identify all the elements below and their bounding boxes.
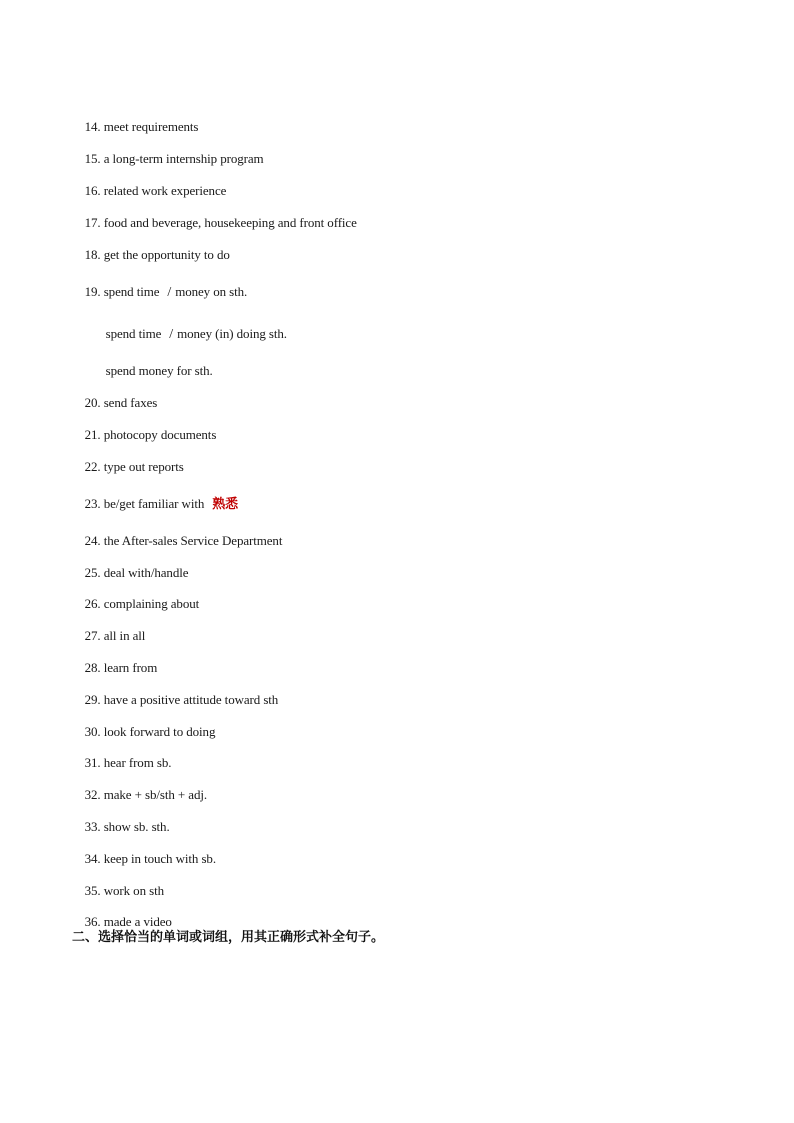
item-number: 16. bbox=[84, 183, 101, 198]
item-text: look forward to doing bbox=[103, 724, 216, 739]
section-heading: 二、选择恰当的单词或词组，用其正确形式补全句子。 bbox=[72, 930, 385, 945]
item-number: 26. bbox=[84, 596, 101, 611]
item-text: complaining about bbox=[103, 596, 200, 611]
item-number: 32. bbox=[84, 787, 101, 802]
item-text: the After-sales Service Department bbox=[103, 533, 283, 548]
item-number: 24. bbox=[84, 533, 101, 548]
item-number: 19. bbox=[84, 284, 101, 299]
item-text: made a video bbox=[103, 914, 172, 929]
item-number: 29. bbox=[84, 692, 101, 707]
item-text: photocopy documents bbox=[103, 427, 217, 442]
item-text: send faxes bbox=[103, 395, 158, 410]
item-text: spend time bbox=[105, 326, 162, 341]
item-text: money (in) doing sth. bbox=[177, 326, 287, 341]
item-number: 31. bbox=[84, 755, 101, 770]
item-text: type out reports bbox=[103, 459, 184, 474]
item-text: food and beverage, housekeeping and front office bbox=[103, 215, 357, 230]
item-number: 34. bbox=[84, 851, 101, 866]
item-text: keep in touch with sb. bbox=[103, 851, 216, 866]
item-text: related work experience bbox=[103, 183, 227, 198]
item-number: 35. bbox=[84, 883, 101, 898]
item-text: have a positive attitude toward sth bbox=[103, 692, 279, 707]
item-number: 23. bbox=[84, 496, 101, 511]
item-text: hear from sb. bbox=[103, 755, 172, 770]
item-text: spend time bbox=[103, 284, 160, 299]
item-number: 14. bbox=[84, 119, 101, 134]
slash-separator: / bbox=[167, 285, 172, 300]
item-number: 25. bbox=[84, 565, 101, 580]
item-number: 17. bbox=[84, 215, 101, 230]
item-number: 33. bbox=[84, 819, 101, 834]
slash-separator: / bbox=[169, 327, 174, 342]
item-number: 28. bbox=[84, 660, 101, 675]
item-text: spend money for sth. bbox=[105, 363, 213, 378]
item-number: 18. bbox=[84, 247, 101, 262]
item-text: deal with/handle bbox=[103, 565, 189, 580]
item-text: money on sth. bbox=[175, 284, 248, 299]
item-text: make + sb/sth + adj. bbox=[103, 787, 208, 802]
item-number: 30. bbox=[84, 724, 101, 739]
item-number: 27. bbox=[84, 628, 101, 643]
item-number: 20. bbox=[84, 395, 101, 410]
item-number: 36. bbox=[84, 914, 101, 929]
item-text: learn from bbox=[103, 660, 158, 675]
item-text: all in all bbox=[103, 628, 146, 643]
item-number: 15. bbox=[84, 151, 101, 166]
item-number: 22. bbox=[84, 459, 101, 474]
item-text: show sb. sth. bbox=[103, 819, 170, 834]
item-text: meet requirements bbox=[103, 119, 199, 134]
item-number: 21. bbox=[84, 427, 101, 442]
item-text: work on sth bbox=[103, 883, 165, 898]
item-text: a long-term internship program bbox=[103, 151, 264, 166]
item-text: get the opportunity to do bbox=[103, 247, 230, 262]
chinese-highlight: 熟悉 bbox=[212, 496, 239, 511]
item-text: be/get familiar with bbox=[103, 496, 205, 511]
